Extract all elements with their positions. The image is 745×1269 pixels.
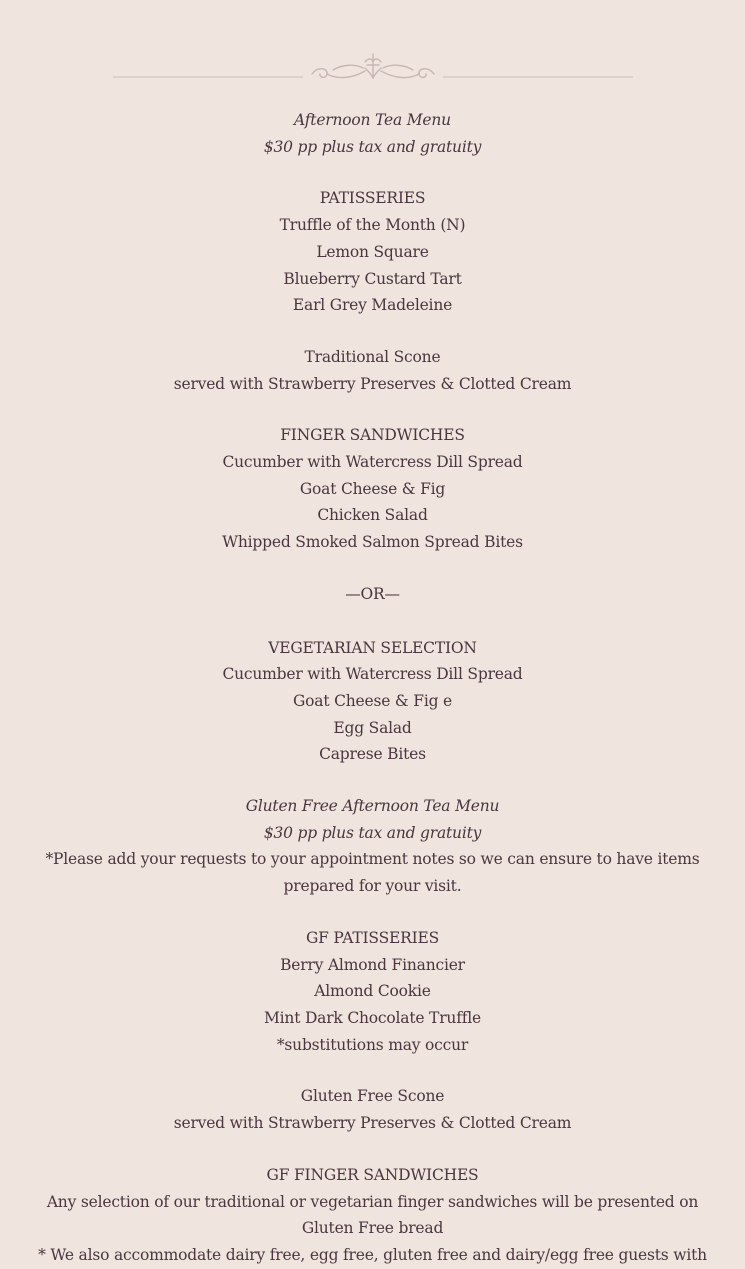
- gf-scone-name: Gluten Free Scone: [300, 1087, 445, 1106]
- tea-menu-price: $30 pp plus tax and gratuity: [263, 137, 482, 156]
- patisseries-heading: PATISSERIES: [319, 189, 426, 208]
- vegetarian-heading: VEGETARIAN SELECTION: [268, 638, 477, 657]
- patisserie-item: Blueberry Custard Tart: [283, 269, 462, 288]
- vegetarian-item: Goat Cheese & Fig e: [292, 691, 452, 710]
- finger-sandwiches-heading: FINGER SANDWICHES: [280, 426, 465, 445]
- scone-name: Traditional Scone: [304, 347, 441, 366]
- gf-finger-sandwiches-heading: GF FINGER SANDWICHES: [266, 1165, 479, 1184]
- spacer: [24, 608, 721, 635]
- patisserie-item: Earl Grey Madeleine: [292, 296, 453, 315]
- spacer: [24, 768, 721, 793]
- gf-footnote: * We also accommodate dairy free, egg free, gluten free and dairy/egg free guests with: [38, 1245, 707, 1264]
- gf-patisserie-note: *substitutions may occur: [276, 1035, 469, 1054]
- spacer: [24, 160, 721, 185]
- gf-patisserie-item: Berry Almond Financier: [280, 955, 465, 974]
- spacer: [24, 900, 721, 925]
- gf-patisserie-item: Almond Cookie: [314, 982, 431, 1001]
- vegetarian-item: Caprese Bites: [319, 745, 426, 764]
- gf-scone-served-with: served with Strawberry Preserves & Clotted Cream: [173, 1114, 572, 1133]
- or-separator: —OR—: [345, 584, 400, 603]
- divider-ornament-icon: [113, 50, 633, 90]
- spacer: [24, 1137, 721, 1162]
- gf-menu-price: $30 pp plus tax and gratuity: [263, 823, 482, 842]
- gf-finger-sandwiches-description: Any selection of our traditional or vegetarian finger sandwiches will be presented on Gluten Free bread: [46, 1192, 699, 1238]
- patisserie-item: Lemon Square: [316, 242, 429, 261]
- vegetarian-item: Egg Salad: [333, 718, 412, 737]
- sandwich-item: Cucumber with Watercress Dill Spread: [222, 453, 523, 472]
- tea-menu-title: Afternoon Tea Menu: [294, 111, 451, 129]
- gf-patisserie-item: Mint Dark Chocolate Truffle: [263, 1008, 481, 1027]
- sandwich-item: Goat Cheese & Fig: [299, 479, 446, 498]
- spacer: [24, 319, 721, 344]
- scone-served-with: served with Strawberry Preserves & Clotted Cream: [173, 374, 572, 393]
- spacer: [24, 397, 721, 422]
- gf-menu-title: Gluten Free Afternoon Tea Menu: [245, 797, 500, 816]
- menu-content: [24, 107, 721, 1269]
- sandwich-item: Chicken Salad: [317, 506, 428, 525]
- spacer: [24, 1058, 721, 1083]
- patisserie-item: Truffle of the Month (N): [279, 216, 466, 235]
- sandwich-item: Whipped Smoked Salmon Spread Bites: [222, 533, 523, 552]
- spacer: [24, 556, 721, 581]
- gf-patisseries-heading: GF PATISSERIES: [305, 928, 440, 947]
- gf-menu-note: *Please add your requests to your appointment notes so we can ensure to have items prepared for your visit.: [45, 850, 700, 896]
- vegetarian-item: Cucumber with Watercress Dill Spread: [222, 665, 523, 684]
